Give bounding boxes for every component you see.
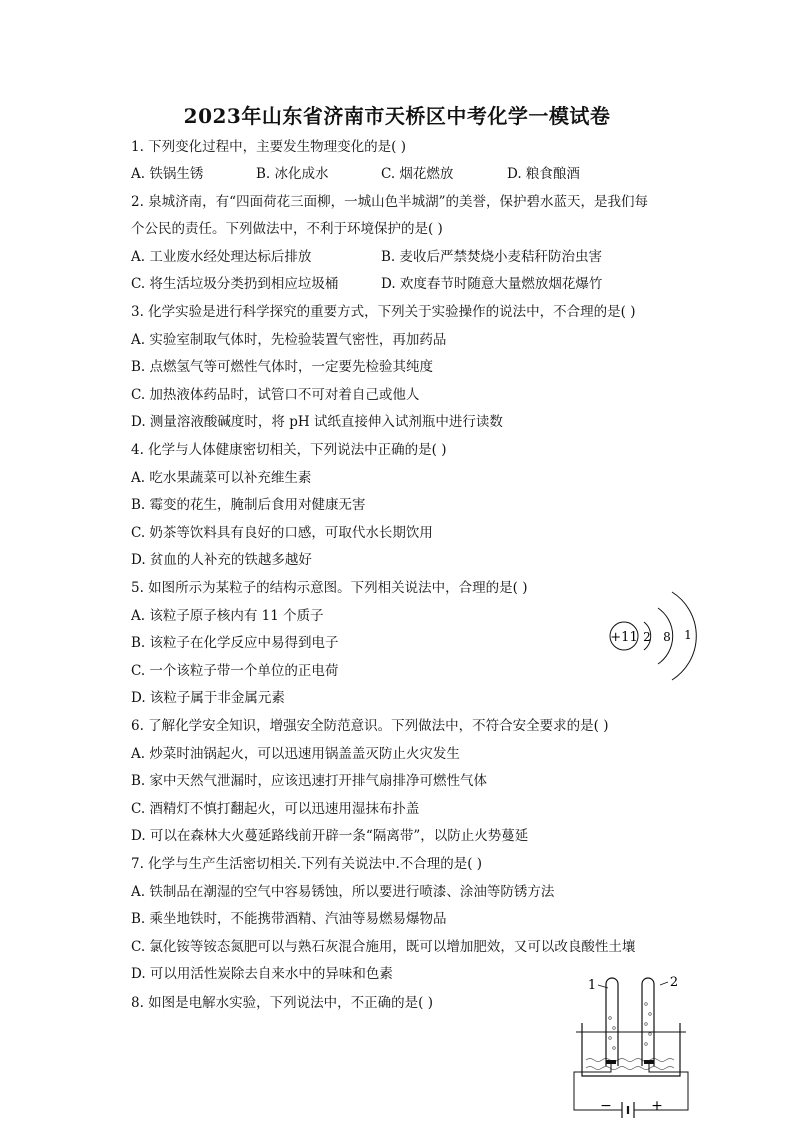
right-electrode bbox=[644, 1060, 654, 1064]
question-7-option-d: D. 可以用活性炭除去自来水中的异味和色素 bbox=[131, 966, 393, 982]
question-1-option-d: D. 粮食酿酒 bbox=[507, 166, 580, 182]
tube-2-pointer bbox=[660, 982, 668, 985]
left-test-tube bbox=[606, 978, 618, 1066]
question-5-option-c: C. 一个该粒子带一个单位的正电荷 bbox=[131, 663, 339, 679]
shell-2-electron-count: 8 bbox=[663, 630, 671, 644]
question-1-option-b: B. 冰化成水 bbox=[256, 166, 329, 182]
question-2-option-d: D. 欢度春节时随意大量燃放烟花爆竹 bbox=[381, 276, 603, 292]
question-3-option-a: A. 实验室制取气体时，先检验装置气密性，再加药品 bbox=[131, 332, 447, 348]
question-1-option-c: C. 烟花燃放 bbox=[381, 166, 454, 182]
question-2-option-a: A. 工业废水经处理达标后排放 bbox=[131, 249, 312, 265]
question-6-option-d: D. 可以在森林大火蔓延路线前开辟一条“隔离带”，以防止火势蔓延 bbox=[131, 828, 529, 844]
beaker-outline bbox=[582, 1023, 680, 1076]
atom-structure-diagram bbox=[604, 588, 704, 688]
question-4-option-b: B. 霉变的花生，腌制后食用对健康无害 bbox=[131, 497, 366, 513]
page-title: 2023年山东省济南市天桥区中考化学一模试卷 bbox=[183, 104, 611, 128]
question-1-options bbox=[131, 165, 631, 183]
battery-plus-label: + bbox=[651, 1098, 663, 1114]
question-2-stem-line-2: 个公民的责任。下列做法中，不利于环境保护的是( ) bbox=[131, 221, 443, 237]
question-5-option-d: D. 该粒子属于非金属元素 bbox=[131, 690, 285, 706]
question-7-option-b: B. 乘坐地铁时，不能携带酒精、汽油等易燃易爆物品 bbox=[131, 911, 447, 927]
question-3-option-c: C. 加热液体药品时，试管口不可对着自己或他人 bbox=[131, 387, 420, 403]
question-4-option-c: C. 奶茶等饮料具有良好的口感，可取代水长期饮用 bbox=[131, 525, 433, 541]
question-5-stem: 5. 如图所示为某粒子的结构示意图。下列相关说法中，合理的是( ) bbox=[131, 580, 528, 596]
question-2-stem-line-1: 2. 泉城济南，有“四面荷花三面柳，一城山色半城湖”的美誉，保护碧水蓝天，是我们每 bbox=[131, 194, 648, 210]
question-6-option-a: A. 炒菜时油锅起火，可以迅速用锅盖盖灭防止火灾发生 bbox=[131, 746, 460, 762]
question-2-option-c: C. 将生活垃圾分类扔到相应垃圾桶 bbox=[131, 276, 339, 292]
question-7-option-a: A. 铁制品在潮湿的空气中容易锈蚀，所以要进行喷漆、涂油等防锈方法 bbox=[131, 884, 555, 900]
gas-bubbles bbox=[609, 1003, 652, 1050]
question-8-stem: 8. 如图是电解水实验，下列说法中，不正确的是( ) bbox=[131, 995, 433, 1011]
question-4-stem: 4. 化学与人体健康密切相关，下列说法中正确的是( ) bbox=[131, 442, 447, 458]
question-7-option-c: C. 氯化铵等铵态氮肥可以与熟石灰混合施用，既可以增加肥效，又可以改良酸性土壤 bbox=[131, 939, 636, 955]
shell-1-electron-count: 2 bbox=[643, 630, 651, 644]
question-2-options-row-1 bbox=[131, 248, 651, 266]
water-waves-lower bbox=[586, 1067, 674, 1070]
left-electrode bbox=[606, 1060, 616, 1064]
question-5-option-a: A. 该粒子原子核内有 11 个质子 bbox=[131, 608, 324, 624]
question-1-stem: 1. 下列变化过程中，主要发生物理变化的是( ) bbox=[131, 139, 406, 155]
question-2-option-b: B. 麦收后严禁焚烧小麦秸秆防治虫害 bbox=[381, 249, 603, 265]
question-2-options-row-2 bbox=[131, 275, 651, 293]
question-6-option-c: C. 酒精灯不慎打翻起火，可以迅速用湿抹布扑盖 bbox=[131, 801, 420, 817]
electrolysis-diagram bbox=[568, 968, 694, 1120]
question-3-stem: 3. 化学实验是进行科学探究的重要方式，下列关于实验操作的说法中，不合理的是( ) bbox=[131, 304, 636, 320]
left-wire bbox=[574, 1064, 622, 1110]
tube-2-label: 2 bbox=[669, 975, 679, 990]
tube-1-label: 1 bbox=[587, 978, 597, 993]
question-4-option-d: D. 贫血的人补充的铁越多越好 bbox=[131, 552, 312, 568]
question-6-option-b: B. 家中天然气泄漏时，应该迅速打开排气扇排净可燃性气体 bbox=[131, 773, 488, 789]
question-3-option-d: D. 测量溶液酸碱度时，将 pH 试纸直接伸入试剂瓶中进行读数 bbox=[131, 414, 503, 430]
question-6-stem: 6. 了解化学安全知识，增强安全防范意识。下列做法中，不符合安全要求的是( ) bbox=[131, 718, 609, 734]
question-7-stem: 7. 化学与生产生活密切相关.下列有关说法中.不合理的是( ) bbox=[131, 856, 483, 872]
question-5-option-b: B. 该粒子在化学反应中易得到电子 bbox=[131, 635, 339, 651]
water-waves bbox=[586, 1059, 674, 1062]
question-4-option-a: A. 吃水果蔬菜可以补充维生素 bbox=[131, 470, 312, 486]
right-test-tube bbox=[642, 978, 654, 1066]
question-1-option-a: A. 铁锅生锈 bbox=[131, 166, 204, 182]
battery-minus-label: − bbox=[600, 1098, 612, 1114]
question-3-option-b: B. 点燃氢气等可燃性气体时，一定要先检验其纯度 bbox=[131, 359, 434, 375]
shell-3-electron-count: 1 bbox=[684, 628, 692, 642]
nucleus-charge-label: +11 bbox=[610, 630, 638, 645]
